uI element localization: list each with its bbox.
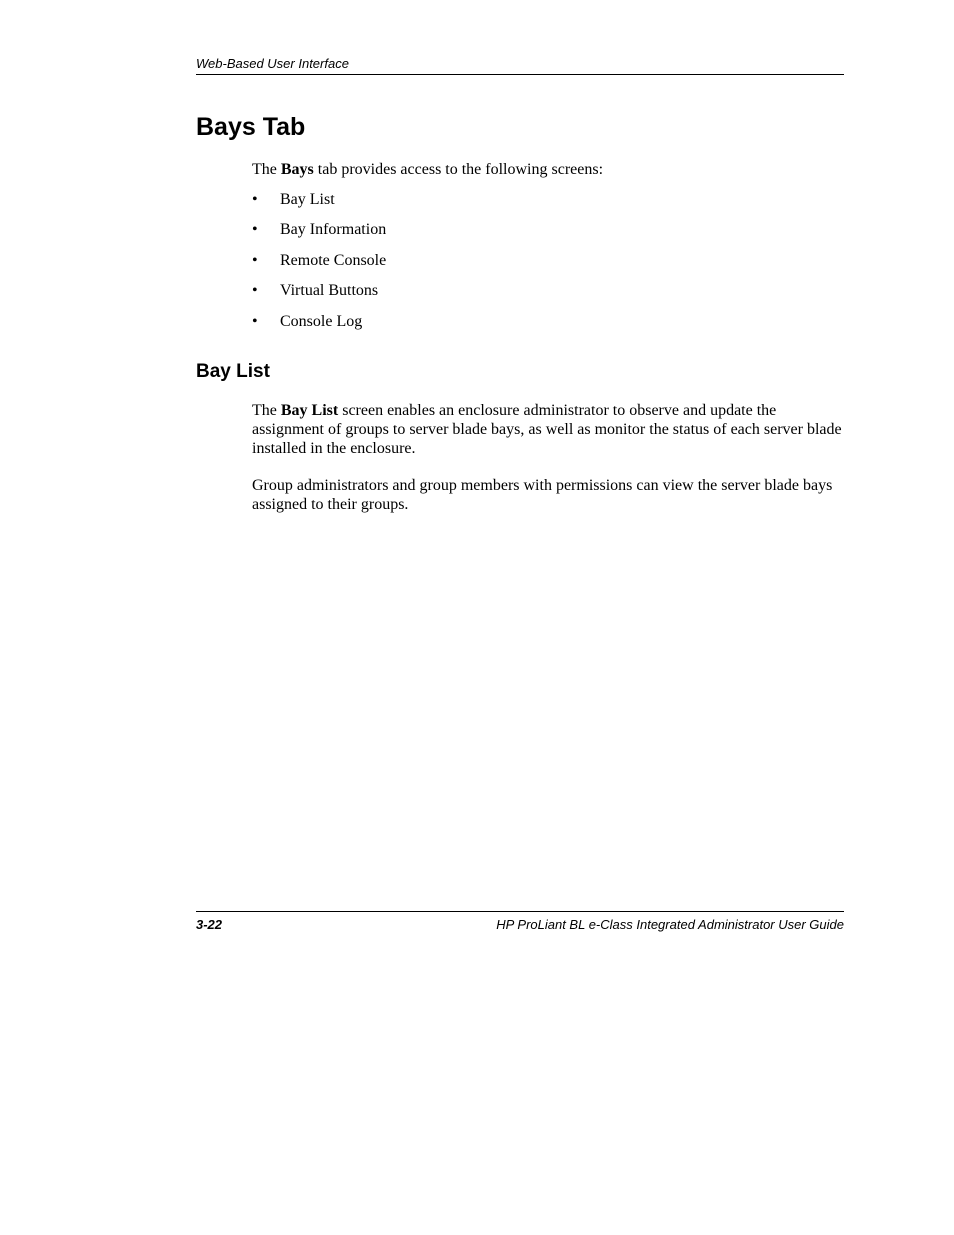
list-item-label: Remote Console <box>280 251 387 269</box>
page-number: 3-22 <box>196 917 223 932</box>
para1-text-before: The <box>252 402 281 419</box>
list-item-label: Bay Information <box>280 221 387 239</box>
list-item <box>252 220 386 250</box>
guide-title: HP ProLiant BL e-Class Integrated Administrator User Guide <box>496 917 844 932</box>
list-item <box>252 312 386 342</box>
screen-list <box>252 190 386 342</box>
list-item-label: Virtual Buttons <box>280 282 379 300</box>
bay-list-description <box>252 401 844 458</box>
para1-bold-term: Bay List <box>280 402 339 419</box>
bullet-icon: • <box>252 191 258 208</box>
list-item-label: Console Log <box>280 312 363 330</box>
bullet-icon: • <box>252 251 258 269</box>
intro-text-before: The <box>252 161 281 178</box>
bullet-icon: • <box>252 221 258 239</box>
para1-text-after: screen enables an enclosure administrator to observe and update the assignment of groups to server blade bays, as well as monitor the status of each server blade installed in the enclosure. <box>252 402 842 457</box>
list-item <box>252 281 386 311</box>
running-footer <box>196 911 844 933</box>
bullet-icon: • <box>252 312 258 330</box>
running-header-title: Web-Based User Interface <box>196 56 349 71</box>
page-title: Bays Tab <box>196 113 306 141</box>
intro-bold-term: Bays <box>280 161 314 178</box>
section-title: Bay List <box>196 361 270 382</box>
list-item <box>252 251 386 281</box>
list-item-label: Bay List <box>280 191 335 208</box>
list-item <box>252 190 386 220</box>
bullet-icon: • <box>252 282 258 300</box>
intro-paragraph <box>252 160 844 179</box>
intro-text-after: tab provides access to the following screens: <box>313 161 604 178</box>
running-header <box>196 55 844 75</box>
group-permissions-paragraph: Group administrators and group members with permissions can view the server blade bays assigned to their groups. <box>252 477 833 513</box>
